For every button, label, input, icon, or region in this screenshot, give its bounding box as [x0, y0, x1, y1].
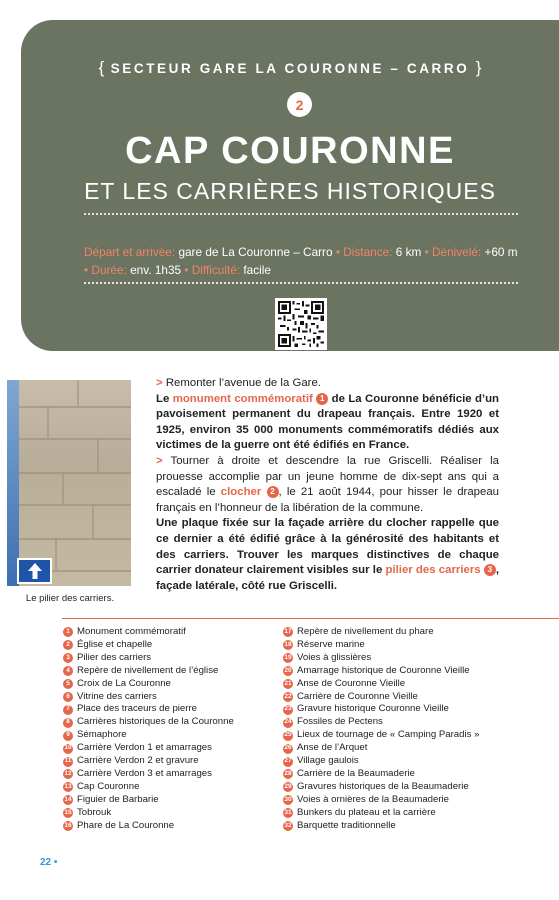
legend-label: Carrière Verdon 1 et amarrages — [77, 742, 212, 754]
legend-label: Lieux de tournage de « Camping Paradis » — [297, 729, 480, 741]
legend-item — [63, 691, 278, 704]
legend-label: Anse de l’Arquet — [297, 742, 368, 754]
legend-label: Carrière de la Beaumaderie — [297, 767, 415, 779]
legend-item — [283, 807, 553, 820]
legend-number: 24 — [283, 718, 293, 728]
legend-item — [283, 703, 553, 716]
legend-number: 11 — [63, 757, 73, 767]
legend-item — [63, 703, 278, 716]
route-number-badge: 2 — [287, 92, 312, 117]
legend-label: Cap Couronne — [77, 780, 140, 792]
legend-number: 13 — [63, 782, 73, 792]
legend-item — [283, 665, 553, 678]
marker-2: 2 — [267, 486, 279, 498]
legend-number: 14 — [63, 795, 73, 805]
legend-number: 2 — [63, 640, 73, 650]
legend-item — [283, 729, 553, 742]
legend-label: Carrière Verdon 3 et amarrages — [77, 767, 212, 779]
paragraph-2: Le monument commémoratif 1 de La Couronne bénéficie d’un pavoisement permanent du drapeau français. Entre 1920 et 1925, environ 35 000 monuments commémoratifs dédiés aux victimes de la guerre ont été édifiés en France. — [156, 392, 499, 452]
legend-label: Amarrage historique de Couronne Vieille — [297, 664, 470, 676]
legend-item — [283, 626, 553, 639]
legend-number: 30 — [283, 795, 293, 805]
depart-label: Départ et arrivée — [84, 245, 172, 259]
legend-label: Village gaulois — [297, 755, 359, 767]
route-header-panel — [21, 20, 559, 351]
duree-label: Durée — [91, 263, 124, 277]
denivele-value: +60 m — [484, 245, 518, 259]
legend-label: Pilier des carriers — [77, 651, 152, 663]
legend-item — [63, 639, 278, 652]
photo-caption: Le pilier des carriers. — [25, 593, 115, 604]
legend-item — [283, 716, 553, 729]
legend-number: 16 — [63, 821, 73, 831]
legend-label: Repère de nivellement de l’église — [77, 664, 219, 676]
legend-item — [283, 742, 553, 755]
legend-number: 28 — [283, 769, 293, 779]
legend-label: Fossiles de Pectens — [297, 716, 383, 728]
legend-item — [283, 652, 553, 665]
link-monument: monument commémoratif — [172, 392, 313, 405]
legend-number: 32 — [283, 821, 293, 831]
legend-item — [63, 678, 278, 691]
legend-label: Carrière de Couronne Vieille — [297, 690, 418, 702]
difficulte-value: facile — [243, 263, 271, 277]
legend-number: 8 — [63, 718, 73, 728]
legend-label: Croix de La Couronne — [77, 677, 171, 689]
legend-item — [283, 781, 553, 794]
legend-number: 4 — [63, 666, 73, 676]
legend-number: 26 — [283, 744, 293, 754]
legend-label: Gravure historique Couronne Vieille — [297, 703, 449, 715]
legend-item — [283, 820, 553, 833]
legend-label: Carrières historiques de la Couronne — [77, 716, 234, 728]
pilier-photo — [7, 380, 131, 586]
legend-item — [63, 768, 278, 781]
legend-divider — [62, 618, 559, 619]
legend-label: Tobrouk — [77, 806, 112, 818]
legend-number: 21 — [283, 679, 293, 689]
link-clocher: clocher — [220, 486, 262, 499]
legend-item — [63, 755, 278, 768]
legend-left — [63, 626, 278, 833]
legend-item — [63, 807, 278, 820]
legend-label: Barquette traditionnelle — [297, 819, 396, 831]
legend-number: 20 — [283, 666, 293, 676]
legend-number: 25 — [283, 731, 293, 741]
legend-right — [283, 626, 553, 833]
paragraph-3: > Tourner à droite et descendre la rue Griscelli. Réaliser la prouesse accomplie par un jeune homme de dix-sept ans qui a escaladé le clocher 2 , le 21 août 1944, pour hisser le drapeau français en l’honneur de la libération de la commune. — [156, 454, 499, 514]
page-number: 22 • — [40, 857, 58, 868]
route-info: Départ et arrivée: gare de La Couronne – Carro • Distance: 6 km • Dénivelé: +60 m • Durée: env. 1h35 • Difficulté: facile — [84, 245, 518, 277]
legend-label: Place des traceurs de pierre — [77, 703, 197, 715]
legend-label: Gravures historiques de la Beaumaderie — [297, 780, 469, 792]
legend-label: Anse de Couronne Vieille — [297, 677, 406, 689]
legend-number: 1 — [63, 627, 73, 637]
page-title: CAP COURONNE — [125, 130, 455, 172]
one-way-arrow-sign-icon — [17, 558, 52, 584]
legend-label: Voies à ornières de la Beaumaderie — [297, 793, 449, 805]
legend-item — [63, 626, 278, 639]
legend-number: 10 — [63, 744, 73, 754]
page-subtitle: ET LES CARRIÈRES HISTORIQUES — [84, 178, 496, 204]
distance-label: Distance — [343, 245, 390, 259]
sector-title — [21, 58, 559, 78]
dotted-divider-bottom — [84, 282, 518, 284]
legend-item — [63, 665, 278, 678]
duree-value: env. 1h35 — [130, 263, 182, 277]
legend-item — [63, 794, 278, 807]
legend-label: Figuier de Barbarie — [77, 793, 159, 805]
legend-number: 31 — [283, 808, 293, 818]
paragraph-4: Une plaque fixée sur la façade arrière du clocher rappelle que ce dernier a été édifié grâce à la générosité des habitants et des carriers. Trouver les marques distinctives de chaque carrier donateur clairement visibles sur le pilier des carriers 3 , façade latérale, côté rue Griscelli. — [156, 517, 499, 592]
legend-item — [283, 639, 553, 652]
difficulte-label: Difficulté — [191, 263, 237, 277]
link-pilier: pilier des carriers — [385, 564, 481, 577]
denivele-label: Dénivelé — [432, 245, 478, 259]
legend-item — [63, 781, 278, 794]
legend-label: Repère de nivellement du phare — [297, 626, 434, 637]
marker-3: 3 — [484, 564, 496, 576]
legend-label: Vitrine des carriers — [77, 690, 157, 702]
legend-number: 19 — [283, 653, 293, 663]
legend-item — [63, 729, 278, 742]
legend-number: 27 — [283, 757, 293, 767]
legend-number: 5 — [63, 679, 73, 689]
legend-label: Carrière Verdon 2 et gravure — [77, 755, 199, 767]
legend-number: 15 — [63, 808, 73, 818]
legend-item — [63, 716, 278, 729]
depart-value: gare de La Couronne – Carro — [178, 245, 333, 259]
legend-number: 23 — [283, 705, 293, 715]
legend-number: 6 — [63, 692, 73, 702]
legend-item — [283, 678, 553, 691]
legend-label: Phare de La Couronne — [77, 819, 175, 831]
distance-value: 6 km — [395, 245, 422, 259]
legend-number: 17 — [283, 627, 293, 637]
legend-number: 9 — [63, 731, 73, 741]
legend-number: 18 — [283, 640, 293, 650]
legend-number: 12 — [63, 769, 73, 779]
body-text — [156, 376, 499, 594]
legend-item — [283, 768, 553, 781]
legend-label: Réserve marine — [297, 638, 365, 650]
brace-open: { — [98, 58, 105, 77]
legend-number: 7 — [63, 705, 73, 715]
legend-item — [63, 742, 278, 755]
legend-label: Voies à glissières — [297, 651, 372, 663]
legend-number: 22 — [283, 692, 293, 702]
paragraph-1: > Remonter l’avenue de la Gare. — [156, 377, 321, 389]
legend-item — [283, 755, 553, 768]
legend-label: Monument commémoratif — [77, 626, 186, 637]
legend-label: Sémaphore — [77, 729, 127, 741]
legend-item — [283, 794, 553, 807]
marker-1: 1 — [316, 393, 328, 405]
legend-number: 3 — [63, 653, 73, 663]
legend-label: Bunkers du plateau et la carrière — [297, 806, 436, 818]
sector-label: SECTEUR GARE LA COURONNE – CARRO — [110, 61, 470, 76]
legend-label: Église et chapelle — [77, 638, 153, 650]
legend-item — [63, 820, 278, 833]
qr-code-icon[interactable] — [275, 298, 327, 350]
legend-number: 29 — [283, 782, 293, 792]
brace-close: } — [475, 58, 482, 77]
legend-item — [283, 691, 553, 704]
dotted-divider-top — [84, 213, 518, 215]
legend-item — [63, 652, 278, 665]
